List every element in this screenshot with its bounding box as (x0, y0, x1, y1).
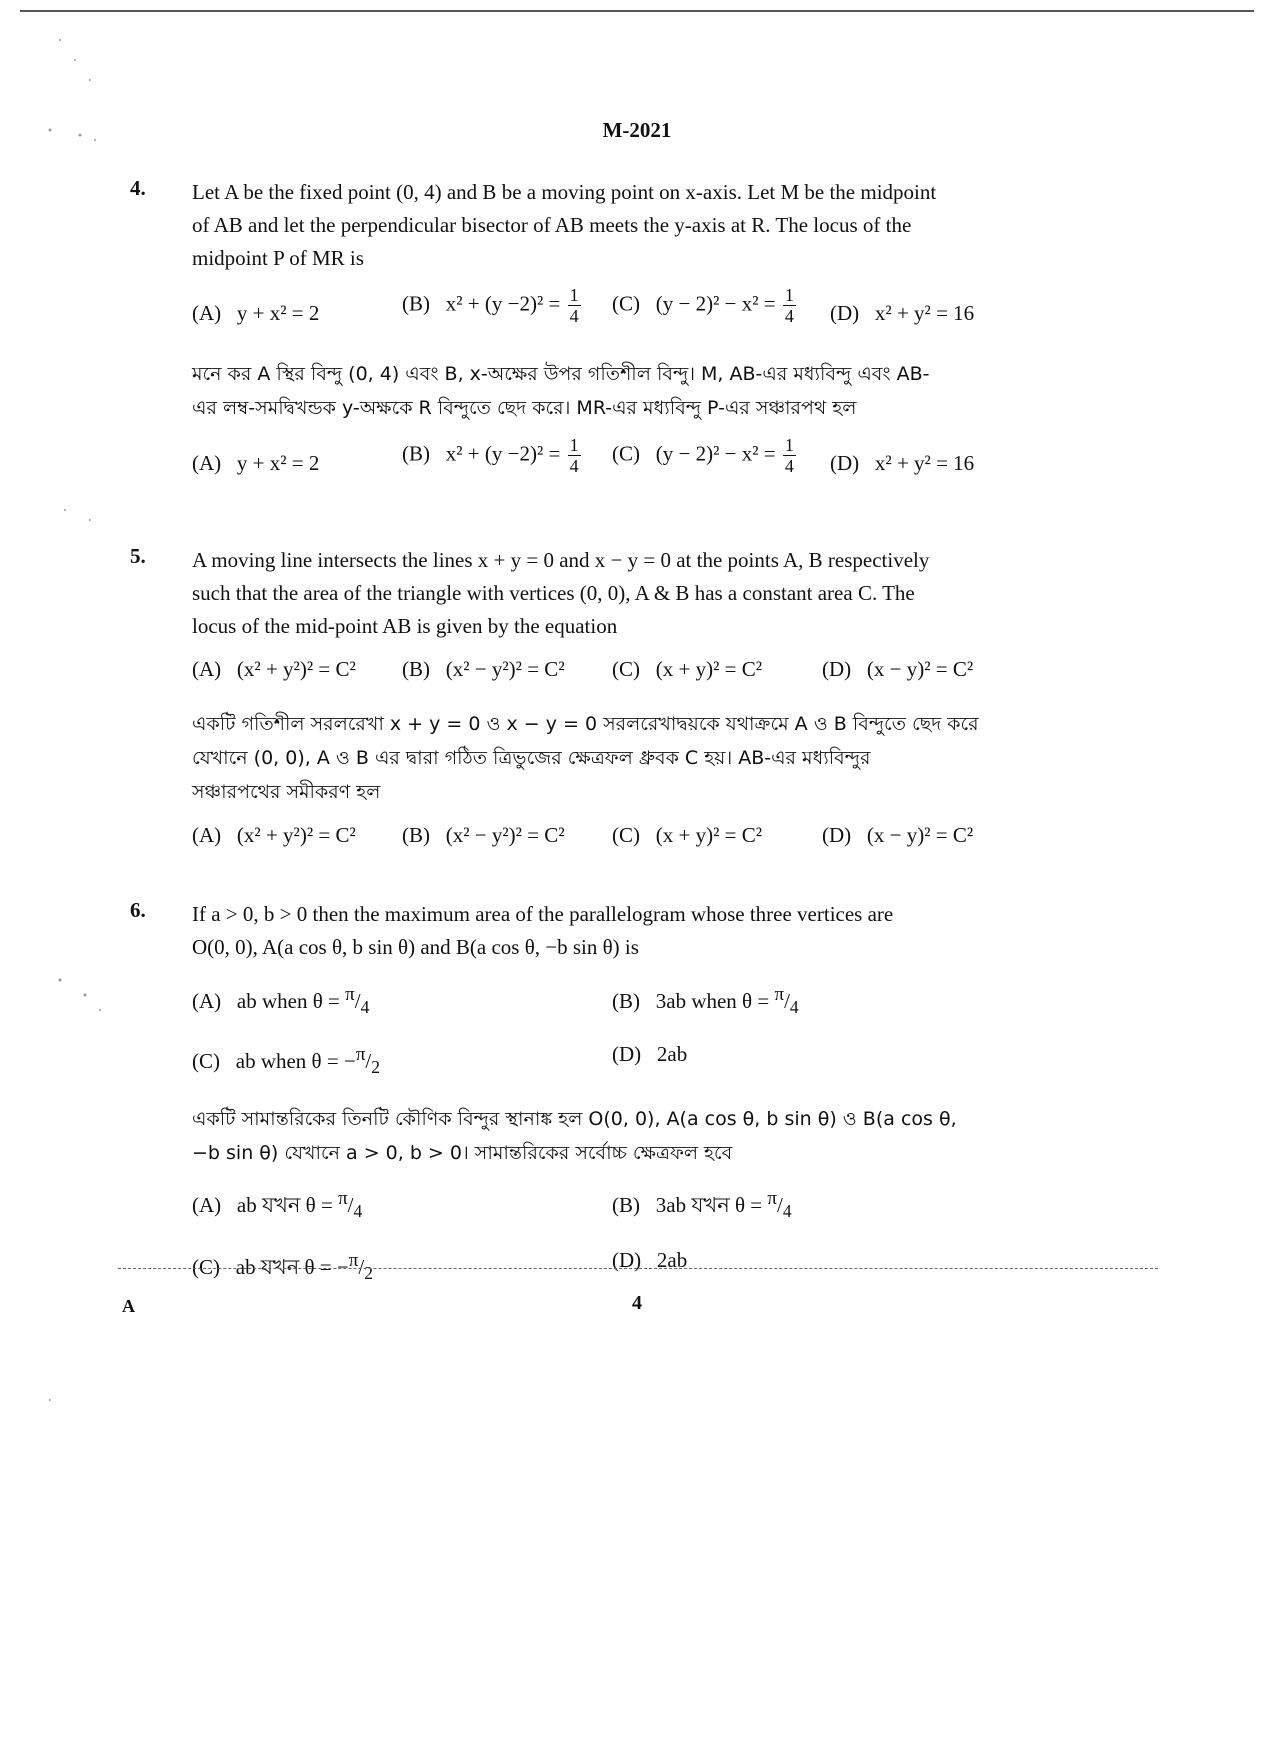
option-b: (B) x² + (y −2)² = $\frac{1}{4}$ (402, 435, 579, 476)
fraction: $\frac{1}{4}$ (784, 435, 794, 476)
question-text-line: midpoint P of MR is (192, 246, 364, 270)
footer-rule (118, 1268, 1158, 1269)
option-c: (C) (x + y)² = C² (612, 657, 763, 681)
question-text-line: O(0, 0), A(a cos θ, b sin θ) and B(a cos θ, −b sin θ) is (192, 935, 639, 959)
top-rule (20, 10, 1254, 12)
options-bn-row-2 (192, 1234, 1110, 1286)
option-b: (B) (x² − y²)² = C² (402, 823, 565, 847)
question-number: 6. (130, 898, 146, 922)
question-4 (130, 176, 1110, 495)
option-c: (C) ab when $\theta = -^\pi/_2$ (192, 1044, 380, 1078)
bengali-text: মনে কর A স্থির বিন্দু (0, 4) এবং B, x-অক্ষের উপর গতিশীল বিন্দু। M, AB-এর মধ্যবিন্দু এবং AB- এর লম্ব-সমদ্বিখন্ডক y-অক্ষকে R বিন্দুতে ছেদ করে। MR-এর মধ্যবিন্দু P-এর সঞ্চারপথ হল (192, 363, 930, 419)
option-d: (D) x² + y² = 16 (830, 301, 975, 325)
question-text-line: Let A be the fixed point (0, 4) and B be a moving point on x-axis. Let M be the midpoint (192, 180, 937, 204)
option-d: (D) 2ab (612, 1042, 688, 1066)
option-d: (D) (x − y)² = C² (822, 657, 974, 681)
bengali-text: একটি গতিশীল সরলরেখা x + y = 0 ও x − y = 0 সরলরেখাদ্বয়কে যথাক্রমে A ও B বিন্দুতে ছেদ করে যেখানে (0, 0), A ও B এর দ্বারা গঠিত ত্রিভুজের ক্ষেত্রফল ধ্রুবক C হয়। AB-এর মধ্যবিন্দুর সঞ্চারপথের সমীকরণ হল (192, 713, 979, 803)
option-a: (A) y + x² = 2 (192, 451, 320, 475)
question-text-line: A moving line intersects the lines x + y = 0 and x − y = 0 at the points A, B respectively (192, 548, 930, 572)
options-bn-row-1 (192, 1182, 1110, 1234)
option-b: (B) 3ab when $\theta = ^\pi/_4$ (612, 984, 799, 1018)
question-text-line: such that the area of the triangle with vertices (0, 0), A & B has a constant area C. The (192, 581, 915, 605)
option-a: (A) ab when $\theta = ^\pi/_4$ (192, 984, 370, 1018)
question-text-line: If a > 0, b > 0 then the maximum area of the parallelogram whose three vertices are (192, 902, 894, 926)
option-c: (C) (y − 2)² − x² = $\frac{1}{4}$ (612, 285, 794, 326)
scan-noise-graphic (20, 20, 120, 1420)
fraction: $\frac{1}{4}$ (784, 285, 794, 326)
page-header: M-2021 (602, 118, 672, 142)
question-text-line: of AB and let the perpendicular bisector of AB meets the y-axis at R. The locus of the (192, 213, 912, 237)
option-a: (A) (x² + y²)² = C² (192, 657, 356, 681)
option-a: (A) ab যখন $\theta = ^\pi/_4$ (192, 1188, 363, 1222)
option-c: (C) (y − 2)² − x² = $\frac{1}{4}$ (612, 435, 794, 476)
set-label: A (122, 1296, 135, 1316)
options-en-row-2 (192, 1030, 1110, 1082)
options-bn (192, 819, 1110, 861)
bengali-text: একটি সামান্তরিকের তিনটি কৌণিক বিন্দুর স্থানাঙ্ক হল O(0, 0), A(a cos θ, b sin θ) ও B(a cos θ, −b sin θ) যেখানে a > 0, b > 0। সামান্তরিকের সর্বোচ্চ ক্ষেত্রফল হবে (192, 1108, 957, 1164)
page-number: 4 (632, 1292, 642, 1314)
question-6 (130, 898, 1110, 1286)
option-b: (B) 3ab যখন $\theta = ^\pi/_4$ (612, 1188, 792, 1222)
option-c: (C) ab যখন $\theta = -^\pi/_2$ (192, 1250, 373, 1284)
question-number: 4. (130, 176, 146, 200)
option-b: (B) (x² − y²)² = C² (402, 657, 565, 681)
option-d: (D) (x − y)² = C² (822, 823, 974, 847)
fraction: $\frac{1}{4}$ (569, 435, 579, 476)
options-en (192, 653, 1110, 695)
question-5 (130, 544, 1110, 861)
option-a: (A) (x² + y²)² = C² (192, 823, 356, 847)
option-d: (D) 2ab (612, 1248, 688, 1272)
options-en-row-1 (192, 978, 1110, 1030)
option-c: (C) (x + y)² = C² (612, 823, 763, 847)
options-en (192, 285, 1110, 345)
option-d: (D) x² + y² = 16 (830, 451, 975, 475)
option-b: (B) x² + (y −2)² = $\frac{1}{4}$ (402, 285, 579, 326)
option-a: (A) y + x² = 2 (192, 301, 320, 325)
question-number: 5. (130, 544, 146, 568)
options-bn (192, 435, 1110, 495)
fraction: $\frac{1}{4}$ (569, 285, 579, 326)
question-text-line: locus of the mid-point AB is given by the equation (192, 614, 618, 638)
